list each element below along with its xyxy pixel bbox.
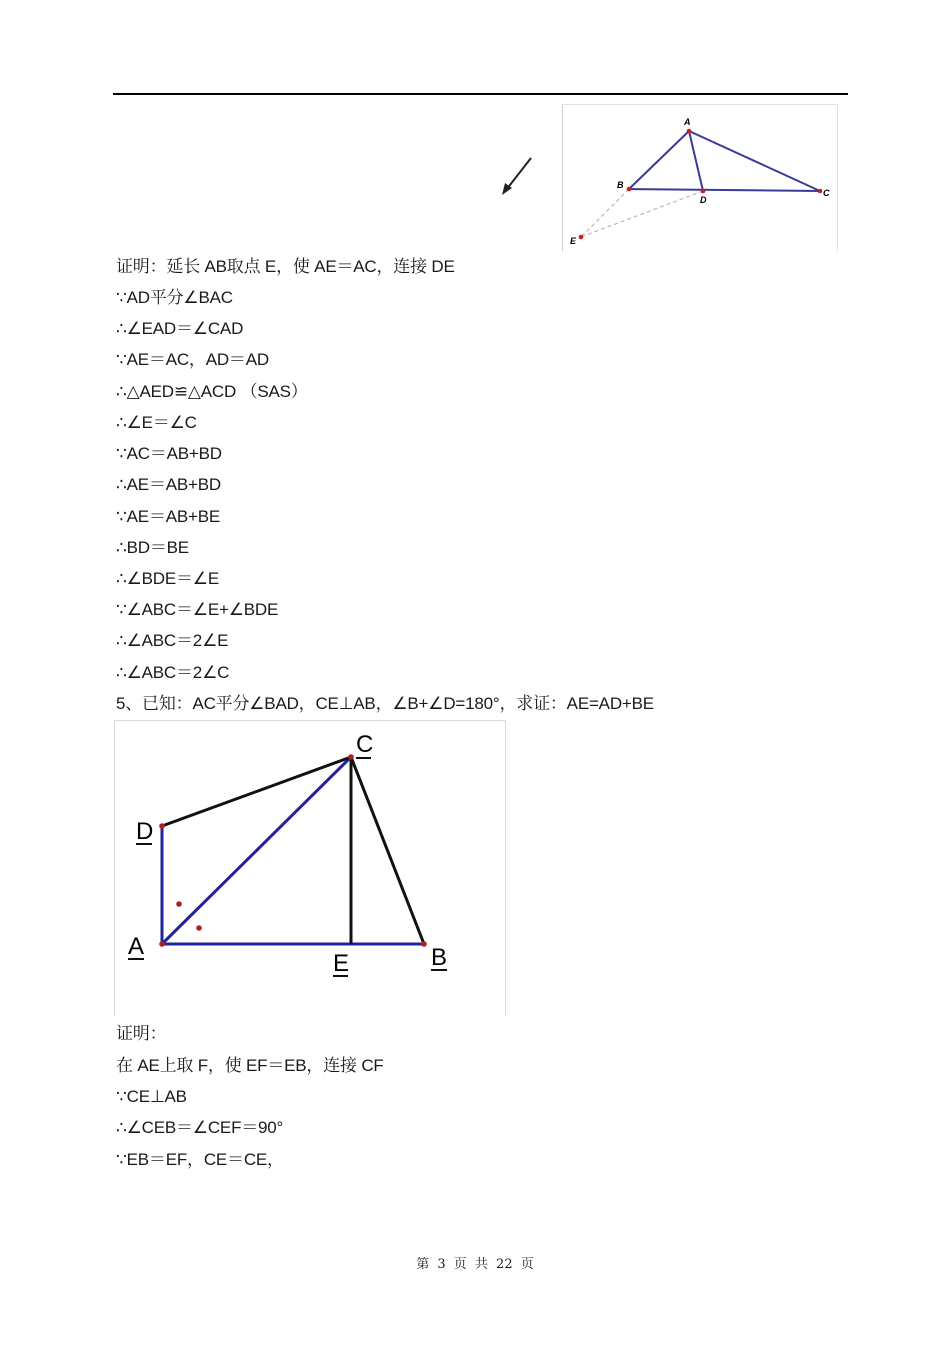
label-b: B: [617, 180, 624, 190]
page-footer: 第 3 页 共 22 页: [416, 1257, 534, 1272]
proof2-line-4: ∴∠CEB＝∠CEF＝90°: [116, 1118, 284, 1137]
proof1-line-13: ∴∠ABC＝2∠E: [116, 631, 229, 650]
proof1-line-1: 证明：延长 AB取点 E，使 AE＝AC，连接 DE: [116, 257, 455, 276]
label-d: D: [136, 818, 154, 845]
proof1-line-9: ∵AE＝AB+BE: [116, 507, 220, 526]
proof1-line-11: ∴∠BDE＝∠E: [116, 569, 219, 588]
proof1-line-6: ∴∠E＝∠C: [116, 413, 197, 432]
proof1-line-14: ∴∠ABC＝2∠C: [116, 663, 230, 682]
label-a: A: [684, 117, 691, 127]
label-e: E: [333, 950, 350, 977]
proof2-line-5: ∵EB＝EF，CE＝CE，: [116, 1150, 284, 1169]
figure-quadrilateral-abcd: [114, 720, 506, 1016]
proof1-line-4: ∵AE＝AC，AD＝AD: [116, 350, 269, 369]
figure-triangle-abc: [562, 104, 838, 251]
problem-5-statement: 5、已知：AC平分∠BAD，CE⊥AB，∠B+∠D=180°，求证：AE=AD+BE: [116, 694, 654, 713]
label-d: D: [700, 195, 707, 205]
proof2-line-2: 在 AE上取 F，使 EF＝EB，连接 CF: [116, 1056, 384, 1075]
proof2-line-3: ∵CE⊥AB: [116, 1087, 187, 1106]
arrow-icon: [496, 152, 536, 198]
header-rule: [113, 93, 848, 95]
label-e: E: [570, 236, 577, 246]
proof1-line-3: ∴∠EAD＝∠CAD: [116, 319, 244, 338]
proof1-line-5: ∴△AED≌△ACD （SAS）: [116, 382, 308, 401]
proof1-line-2: ∵AD平分∠BAC: [116, 288, 233, 307]
proof1-line-8: ∴AE＝AB+BD: [116, 475, 221, 494]
label-c: C: [823, 188, 830, 198]
label-b: B: [431, 944, 448, 971]
proof1-line-10: ∴BD＝BE: [116, 538, 189, 557]
proof1-line-12: ∵∠ABC＝∠E+∠BDE: [116, 600, 279, 619]
label-a: A: [128, 933, 145, 960]
proof2-line-1: 证明：: [116, 1024, 167, 1043]
proof1-line-7: ∵AC＝AB+BD: [116, 444, 222, 463]
label-c: C: [356, 731, 374, 758]
